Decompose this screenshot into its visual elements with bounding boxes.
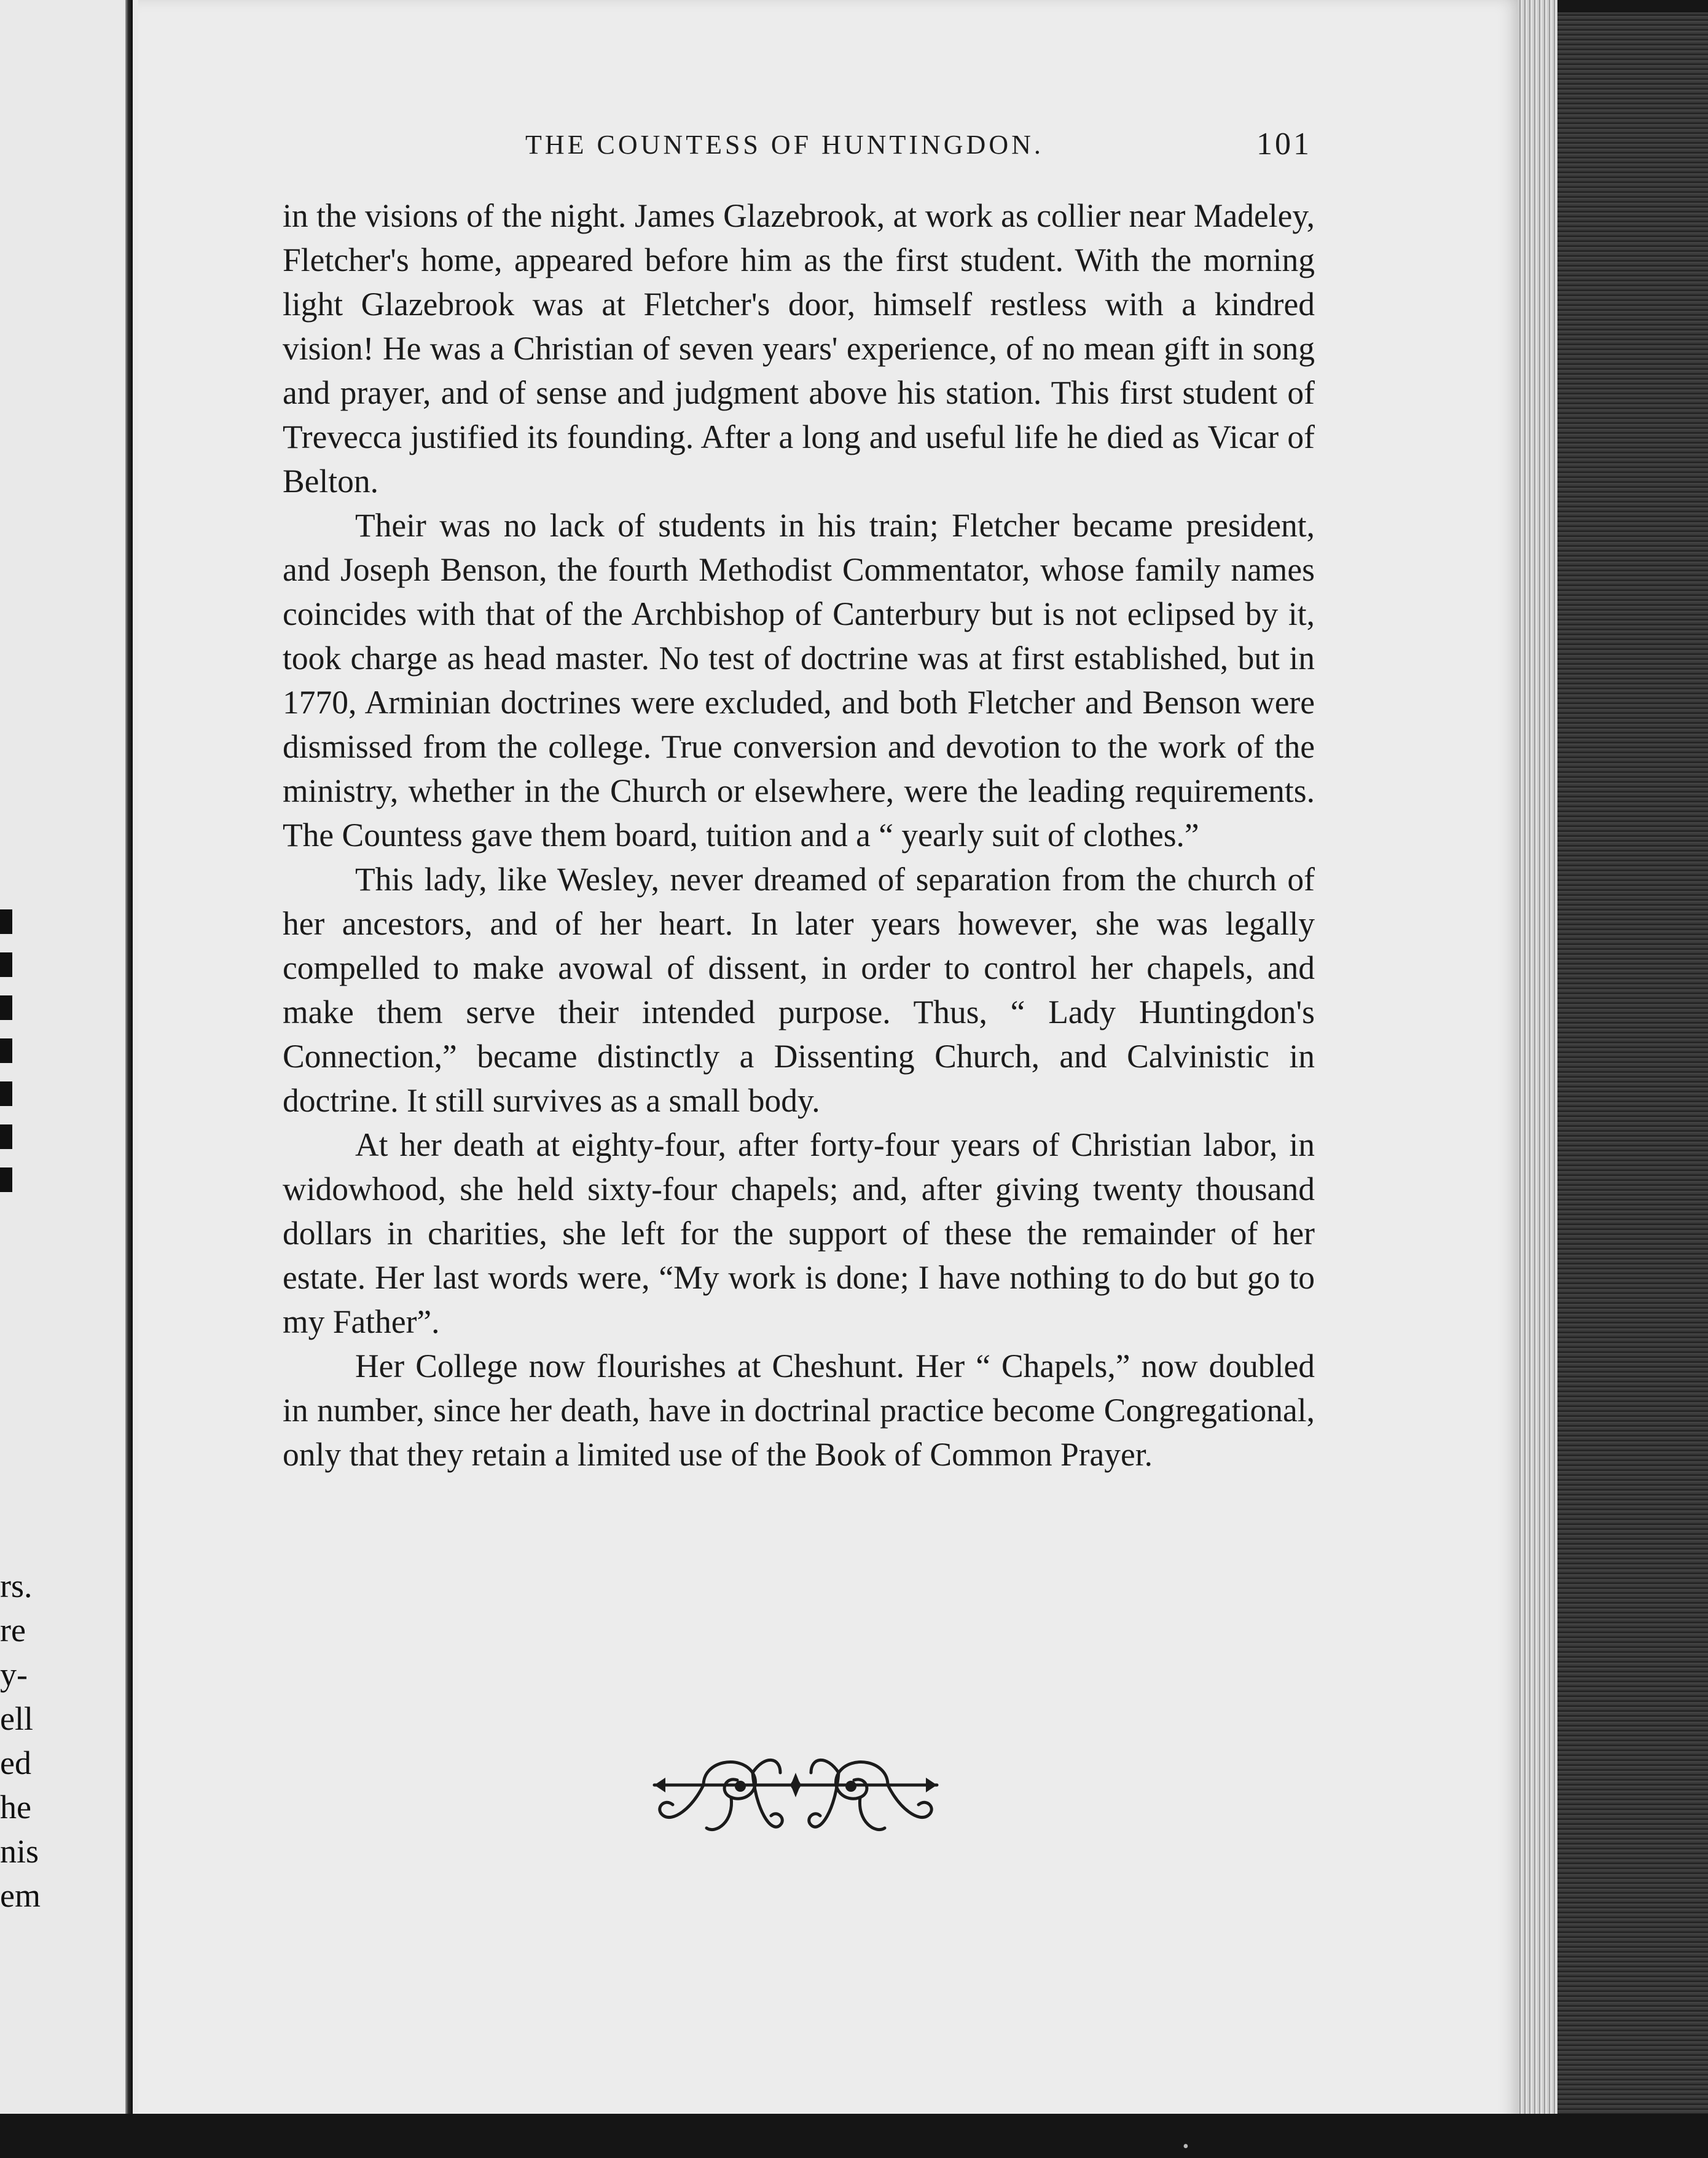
paragraph: Her College now flourishes at Cheshunt. Her “ Chapels,” now doubled in number, since her death, have in doctrinal practice become Congregational, only that they retain a limited use of the Book of Common Prayer. [283, 1348, 1315, 1473]
running-head: THE COUNTESS OF HUNTINGDON. [525, 130, 1044, 160]
paragraph: Their was no lack of students in his train; Fletcher became president, and Joseph Benson, the fourth Methodist Commentator, whose family names coincides with that of the Archbishop of Canterbury but is not eclipsed by it, took charge as head master. No test of doctrine was at first established, but in 1770, Arminian doctrines were excluded, and both Fletcher and Benson were dismissed from the college. True conversion and devotion to the work of the ministry, whether in the Church or elsewhere, were the leading requirements. The Countess gave them board, tuition and a “ yearly suit of clothes.” [283, 507, 1315, 853]
facing-page-fragments [0, 1564, 55, 1918]
page-stack-edge [1518, 0, 1557, 2132]
facing-page-edge [0, 0, 138, 2158]
paragraph: This lady, like Wesley, never dreamed of separation from the church of her ancestors, and of her heart. In later years however, she was legally compelled to make avowal of dissent, in order to control her chapels, and make them serve their intended purpose. Thus, “ Lady Huntingdon's Connection,” became distinctly a Dissenting Church, and Calvinistic in doctrine. It still survives as a small body. [283, 861, 1315, 1119]
fragment-line: he [0, 1789, 31, 1826]
scroll-ornament-icon [648, 1748, 943, 1846]
fragment-line: rs. [0, 1567, 33, 1604]
fragment-line: ell [0, 1700, 33, 1737]
fragment-line: re [0, 1612, 26, 1649]
page-number: 101 [1256, 127, 1312, 162]
body-text [283, 194, 1315, 1477]
fragment-line: ed [0, 1744, 31, 1781]
paragraph: At her death at eighty-four, after forty-four years of Christian labor, in widowhood, she held sixty-four chapels; and, after giving twenty thousand dollars in charities, she left for the support of these the remainder of her estate. Her last words were, “My work is done; I have nothing to do but go to my Father”. [283, 1126, 1315, 1340]
fragment-line: nis [0, 1833, 39, 1870]
facing-page-print-mark [0, 909, 12, 1204]
fragment-line: em [0, 1877, 41, 1914]
fragment-line: y- [0, 1656, 28, 1693]
paragraph: in the visions of the night. James Glazebrook, at work as collier near Madeley, Fletcher's home, appeared before him as the first student. With the morning light Glazebrook was at Fletcher's door, himself restless with a kindred vision! He was a Christian of seven years' experience, of no mean gift in song and prayer, and of sense and judgment above his station. This first student of Trevecca justified its founding. After a long and useful life he died as Vicar of Belton. [283, 197, 1315, 500]
bottom-shadow [0, 2114, 1708, 2158]
book-gutter [125, 0, 133, 2158]
book-cover-edge [1557, 12, 1708, 2126]
scan-artifact: • [1183, 2137, 1189, 2156]
